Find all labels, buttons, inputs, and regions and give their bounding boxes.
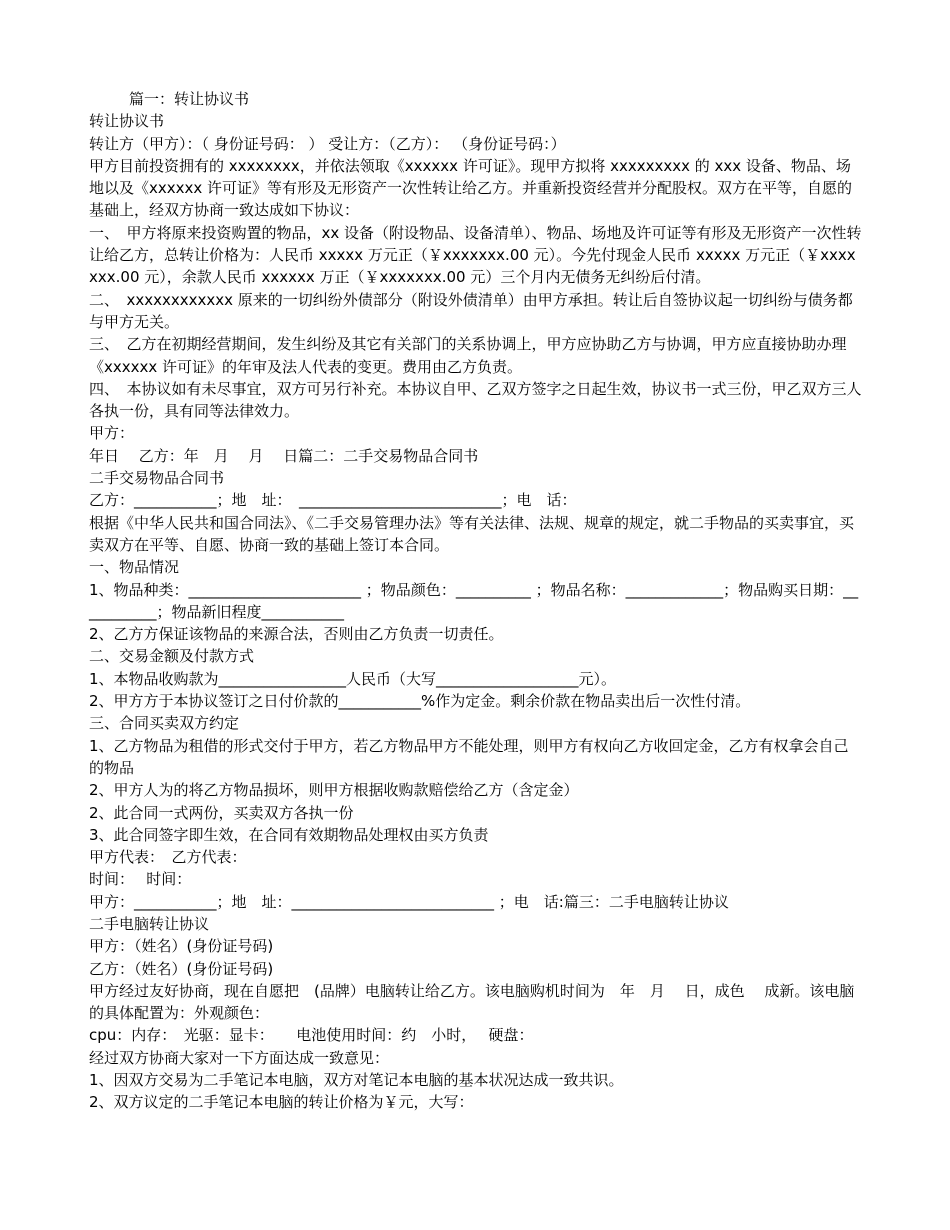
computer-spec-line: cpu：内存： 光驱：显卡： 电池使用时间：约 小时， 硬盘： [89,1026,534,1045]
doc-title-2: 二手交易物品合同书 [89,469,225,488]
section-agreement: 三、合同买卖双方约定 [89,714,240,733]
time-line: 时间： 时间： [89,870,192,889]
representatives-line: 甲方代表： 乙方代表： [89,848,247,867]
deposit-line: 2、甲方方于本协议签订之日付价款的___________%作为定金。剩余价款在物品卖出后一次性付清。 [89,692,751,711]
paragraph-legal-basis: 根据《中华人民共和国合同法》、《二手交易管理办法》等有关法律、法规、规章的规定，就二手物品的买卖事宜，买卖双方在平等、自愿、协商一致的基础上签订本合同。 [89,513,855,554]
clause-2: 二、 xxxxxxxxxxxx 原来的一切纠纷外债部分（附设外债清单）由甲方承担。转让后自签协议起一切纠纷与债务都与甲方无关。 [89,290,853,331]
agreement-item-2: 2、甲方人为的将乙方物品损坏，则甲方根据收购款赔偿给乙方（含定金） [89,781,579,800]
clause-4: 四、 本协议如有未尽事宜，双方可另行补充。本协议自甲、乙双方签字之日起生效，协议书一式三份，甲乙双方三人各执一份，具有同等法律效力。 [89,379,862,421]
consensus-line: 经过双方协商大家对一下方面达成一致意见： [89,1048,390,1067]
party-a-id-line: 甲方：（姓名）(身份证号码) [89,937,274,956]
consensus-item-2: 2、双方议定的二手笔记本电脑的转让价格为￥元，大写： [89,1093,474,1112]
party-b-id-line: 乙方：（姓名）(身份证号码) [89,959,274,978]
item-details-line: 1、物品种类：_______________________ ；物品颜色：__________ ；物品名称：_____________；物品购买日期：___________；物品新旧程度___________ [89,580,859,621]
agreement-item-4: 3、此合同签字即生效，在合同有效期物品处理权由买方负责 [89,825,489,844]
parties-line: 转让方（甲方）：（ 身份证号码： ） 受让方：（乙方）： （身份证号码：） [89,134,566,153]
doc-title-1: 转让协议书 [89,112,165,131]
agreement-item-1: 1、乙方物品为租借的形式交付于甲方，若乙方物品甲方不能处理，则甲方有权向乙方收回定金，乙方有权拿会自己的物品 [89,736,849,777]
doc-title-3: 二手电脑转让协议 [89,914,210,933]
section-payment: 二、交易金额及付款方式 [89,647,255,666]
agreement-item-3: 2、此合同一式两份，买卖双方各执一份 [89,803,354,822]
section-heading-1: 篇一：转让协议书 [129,90,250,108]
signature-party-a: 甲方： [89,424,135,443]
party-b-contact-line: 乙方：___________；地 址： ___________________________；电 话： [89,491,577,510]
paragraph-intro: 甲方目前投资拥有的 xxxxxxxx，并依法领取《xxxxxx 许可证》。现甲方拟将 xxxxxxxxx 的 xxx 设备、物品、场地以及《xxxxxx 许可证》等有形及无形资产一次性转让给乙方。并重新投资经营并分配股权。双方在平等，自愿的基础上，经双方协商一致达成如下协议： [89,156,853,220]
payment-amount-line: 1、本物品收购款为_________________人民币（大写___________________元）。 [89,669,617,688]
consensus-item-1: 1、因双方交易为二手笔记本电脑，双方对笔记本电脑的基本状况达成一致共识。 [89,1071,624,1090]
clause-1: 一、 甲方将原来投资购置的物品，xx 设备（附设物品、设备清单）、物品、场地及许可证等有形及无形资产一次性转让给乙方，总转让价格为：人民币 xxxxx 万元正（￥xxxxxxx.00 元）。今先付现金人民币 xxxxx 万元正（￥xxxxxxx.00 元），余款人民币 xxxxxx 万正（￥xxxxxxx.00 元）三个月内无债务无纠纷后付清。 [89,223,862,287]
clause-3: 三、 乙方在初期经营期间，发生纠纷及其它有关部门的关系协调上，甲方应协助乙方与协调，甲方应直接协助办理《xxxxxx 许可证》的年审及法人代表的变更。费用由乙方负责。 [89,335,847,376]
signature-date-line: 年日 乙方：年 月 月 日篇二：二手交易物品合同书 [89,446,479,465]
item-legality-line: 2、乙方方保证该物品的来源合法，否则由乙方负责一切责任。 [89,625,504,644]
section-item-info: 一、物品情况 [89,558,180,577]
party-a-contact-line: 甲方：___________；地 址：___________________________ ；电 话:篇三：二手电脑转让协议 [89,892,729,911]
computer-transfer-paragraph: 甲方经过友好协商，现在自愿把 (品牌）电脑转让给乙方。该电脑购机时间为 年 月 日，成色 成新。该电脑的具体配置为：外观颜色： [89,981,855,1023]
